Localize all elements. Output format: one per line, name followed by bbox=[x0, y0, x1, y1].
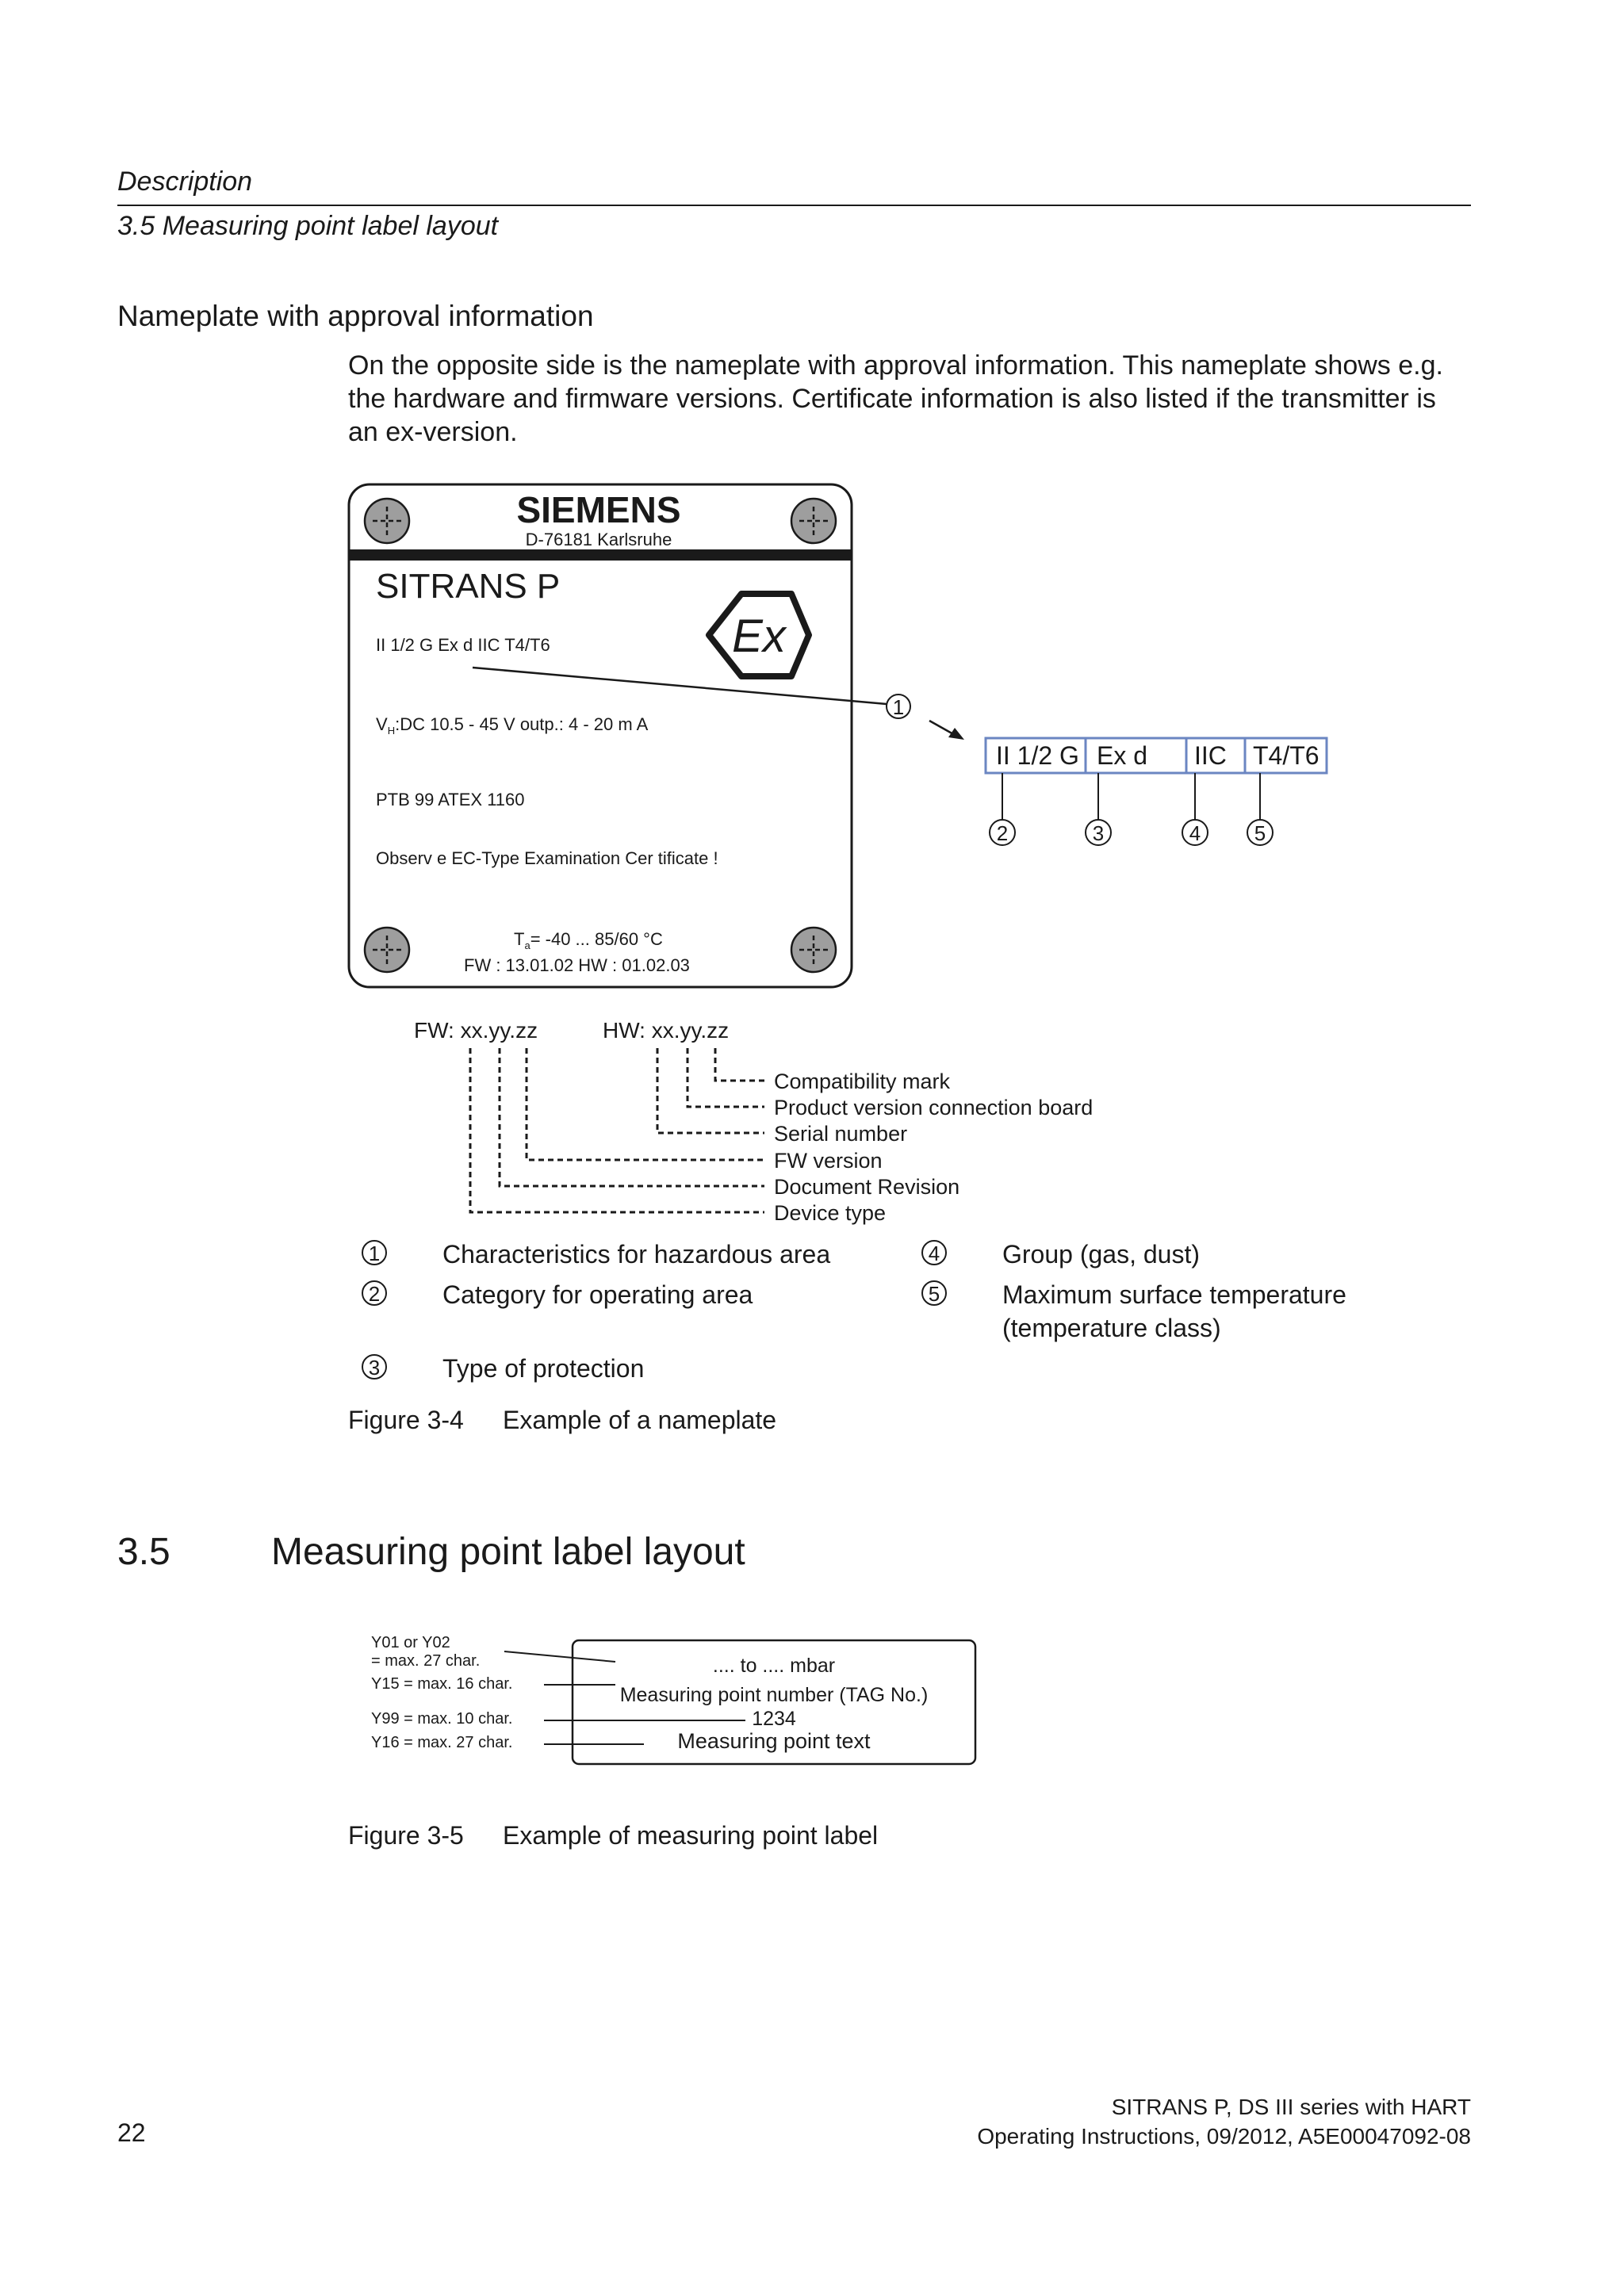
callout-marker bbox=[1086, 820, 1111, 845]
version-item: Document Revision bbox=[774, 1175, 960, 1199]
plate-product: SITRANS P bbox=[376, 567, 561, 606]
leader-line bbox=[473, 668, 887, 704]
plate-certificate: PTB 99 ATEX 1160 bbox=[376, 790, 525, 809]
legend-marker-label: 1 bbox=[368, 1242, 381, 1265]
plate-supply bbox=[376, 714, 649, 737]
running-header-section: Description bbox=[117, 166, 253, 197]
plate-supply-text: :DC 10.5 - 45 V outp.: 4 - 20 m A bbox=[395, 714, 649, 734]
callout-marker bbox=[1247, 820, 1273, 845]
version-item: FW version bbox=[774, 1149, 883, 1173]
marker-drop-lines bbox=[1002, 773, 1260, 821]
figure-number: Figure 3-4 bbox=[348, 1406, 464, 1434]
label-tag-number: Measuring point number (TAG No.) bbox=[619, 1684, 929, 1706]
intro-paragraph: On the opposite side is the nameplate with approval information. This nameplate shows e.g. the hardware and firmware versions. Certificate information is also listed if the transmitter is an ex-version. bbox=[348, 350, 1443, 447]
callout-marker-label: 5 bbox=[1254, 821, 1266, 845]
label-note: Y15 = max. 16 char. bbox=[371, 1675, 513, 1693]
plate-fw-hw: FW : 13.01.02 HW : 01.02.03 bbox=[464, 955, 690, 975]
footer-product: SITRANS P, DS III series with HART bbox=[1111, 2095, 1471, 2119]
version-item: Product version connection board bbox=[774, 1096, 1094, 1119]
label-point-text: Measuring point text bbox=[677, 1729, 871, 1753]
legend-marker bbox=[922, 1281, 946, 1306]
screw-icon bbox=[365, 499, 409, 543]
figure-number: Figure 3-5 bbox=[348, 1821, 464, 1850]
plate-temp-sub: a bbox=[524, 939, 530, 951]
legend-marker bbox=[362, 1281, 386, 1306]
legend-text: Characteristics for hazardous area bbox=[442, 1240, 831, 1269]
nameplate-band bbox=[349, 549, 852, 561]
approval-code-boxes bbox=[986, 738, 1327, 773]
label-sample-number: 1234 bbox=[752, 1708, 796, 1730]
label-note: = max. 27 char. bbox=[371, 1652, 481, 1670]
code-cell: Ex d bbox=[1097, 741, 1148, 770]
code-cell: IIC bbox=[1194, 741, 1227, 770]
plate-temperature bbox=[514, 929, 663, 951]
legend-marker bbox=[362, 1355, 386, 1380]
plate-temp-prefix: T bbox=[514, 929, 525, 949]
plate-supply-sub: H bbox=[387, 725, 396, 737]
legend-text: Maximum surface temperature (temperature class) bbox=[1002, 1280, 1346, 1342]
legend-text: Type of protection bbox=[442, 1354, 645, 1383]
plate-brand: SIEMENS bbox=[516, 489, 681, 530]
plate-observe: Observ e EC-Type Examination Cer tificate ! bbox=[376, 848, 718, 868]
fw-version-label: FW: xx.yy.zz bbox=[414, 1018, 538, 1043]
legend-marker-label: 3 bbox=[368, 1356, 381, 1380]
legend-marker-label: 2 bbox=[368, 1282, 381, 1306]
version-dashed-lines bbox=[470, 1048, 764, 1212]
footer-document: Operating Instructions, 09/2012, A5E00047092-08 bbox=[977, 2124, 1471, 2149]
running-header-subsection: 3.5 Measuring point label layout bbox=[117, 211, 499, 241]
callout-marker-label: 1 bbox=[892, 695, 905, 719]
measuring-label-figure bbox=[0, 1617, 1624, 1792]
plate-address: D-76181 Karlsruhe bbox=[525, 530, 672, 549]
label-note: Y99 = max. 10 char. bbox=[371, 1710, 513, 1728]
legend-marker-label: 5 bbox=[928, 1282, 940, 1306]
plate-supply-prefix: V bbox=[376, 714, 388, 734]
plate-approval: II 1/2 G Ex d IIC T4/T6 bbox=[376, 635, 550, 655]
code-cell: II 1/2 G bbox=[996, 741, 1079, 770]
hw-version-label: HW: xx.yy.zz bbox=[603, 1018, 730, 1043]
legend-marker-label: 4 bbox=[928, 1242, 940, 1265]
label-note: Y16 = max. 27 char. bbox=[371, 1734, 513, 1751]
legend-marker bbox=[362, 1241, 386, 1265]
version-item: Serial number bbox=[774, 1122, 908, 1146]
screw-icon bbox=[791, 499, 836, 543]
figure-caption: Example of measuring point label bbox=[503, 1821, 879, 1850]
callout-marker bbox=[1182, 820, 1208, 845]
ex-symbol-text: Ex bbox=[732, 610, 786, 662]
ex-symbol-icon bbox=[709, 594, 809, 676]
figure-caption: Example of a nameplate bbox=[503, 1406, 777, 1434]
arrow-head-icon bbox=[948, 728, 964, 740]
callout-marker-label: 3 bbox=[1092, 821, 1105, 845]
screw-icon bbox=[365, 928, 409, 972]
section-title: Measuring point label layout bbox=[271, 1531, 745, 1573]
callout-marker-label: 2 bbox=[996, 821, 1009, 845]
callout-marker-label: 4 bbox=[1189, 821, 1201, 845]
page-number: 22 bbox=[117, 2118, 146, 2147]
legend-marker bbox=[922, 1241, 946, 1265]
version-item: Device type bbox=[774, 1201, 887, 1225]
callout-marker bbox=[990, 820, 1015, 845]
legend-text: Group (gas, dust) bbox=[1002, 1240, 1200, 1269]
label-note: Y01 or Y02 bbox=[371, 1634, 450, 1651]
code-cell: T4/T6 bbox=[1253, 741, 1320, 770]
legend-text: Category for operating area bbox=[442, 1280, 753, 1309]
plate-temp-text: = -40 ... 85/60 °C bbox=[530, 929, 663, 949]
label-range: .... to .... mbar bbox=[712, 1655, 836, 1677]
version-item: Compatibility mark bbox=[774, 1070, 951, 1093]
arrow-line bbox=[929, 721, 955, 735]
nameplate-heading: Nameplate with approval information bbox=[117, 300, 594, 332]
section-number: 3.5 bbox=[117, 1531, 170, 1573]
screw-icon bbox=[791, 928, 836, 972]
